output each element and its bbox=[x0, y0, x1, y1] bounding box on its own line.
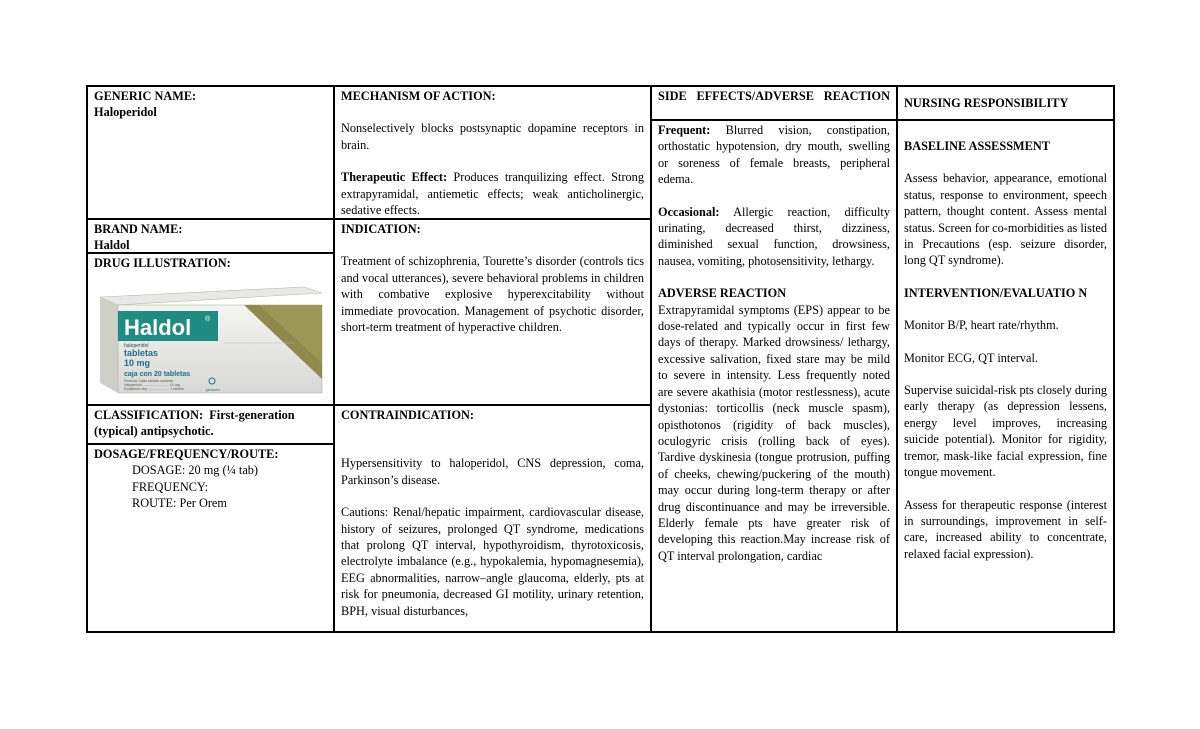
therapeutic-effect-label: Therapeutic Effect: bbox=[341, 170, 448, 185]
box-formula-text: Fórmula: Cada tableta contiene: bbox=[124, 379, 174, 383]
brand-name-label: BRAND NAME: bbox=[94, 222, 183, 236]
intervention-item-4: Assess for therapeutic response (interest in surroundings, improvement in self-care, increased ability to concentrate, relaxed facial expression). bbox=[904, 497, 1107, 561]
brand-name-cell bbox=[88, 220, 333, 252]
mechanism-text: Nonselectively blocks postsynaptic dopamine receptors in brain. bbox=[341, 121, 644, 152]
box-form-text: tabletas bbox=[124, 348, 159, 358]
indication-text: Treatment of schizophrenia, Tourette’s disorder (controls tics and vocal utterances), severe behavioral problems in children with combative explosive hyperexcitability without immediate provocation. Management of psychotic disorder, short-term treatment of hyperactive children. bbox=[341, 254, 644, 335]
therapeutic-effect bbox=[341, 169, 644, 218]
contraindication-label: CONTRAINDICATION: bbox=[341, 408, 474, 422]
dosage-label: DOSAGE/FREQUENCY/ROUTE: bbox=[94, 447, 279, 461]
box-maker-text: janssen bbox=[206, 387, 220, 392]
box-generic-text: haloperidol bbox=[124, 343, 149, 349]
intervention-item-2: Monitor ECG, QT interval. bbox=[904, 350, 1038, 365]
intervention-label: INTERVENTION/EVALUATIO N bbox=[904, 285, 1088, 300]
drug-illustration-label: DRUG ILLUSTRATION: bbox=[94, 256, 231, 270]
indication-label: INDICATION: bbox=[341, 222, 421, 236]
box-ingredient-text: Haloperidol ........................... 10 mg bbox=[124, 383, 180, 387]
classification-cell bbox=[88, 406, 333, 443]
side-effects-cell bbox=[652, 121, 896, 631]
adverse-reaction-text: Extrapyramidal symptoms (EPS) appear to be dose-related and typically occur in first few days of therapy. Marked drowsiness/ lethargy, excessive salivation, fixed stare may be mild to severe in intensity. Less frequently noted are severe akathisia (motor restlessness), acute dystonias: torticollis (neck muscle spasm), opisthotonos (rigidity of back muscles), oculogyric crisis (rolling back of eyes). Tardive dyskinesia (tongue protrusion, puffing of cheeks, chewing/puckering of the mouth) may occur during long-term therapy or after drug discontinuance and may be irreversible. Elderly female pts have greater risk of developing this reaction.May increase risk of QT interval prolongation, cardiac bbox=[658, 302, 890, 563]
mechanism-label: MECHANISM OF ACTION: bbox=[341, 89, 496, 103]
intervention-item-1: Monitor B/P, heart rate/rhythm. bbox=[904, 318, 1059, 333]
table-border-right bbox=[1113, 85, 1115, 633]
classification-line1 bbox=[94, 407, 327, 423]
route-value: ROUTE: Per Orem bbox=[132, 496, 227, 511]
cautions-text: Cautions: Renal/hepatic impairment, cardiovascular disease, history of seizures, prolonged QT syndrome, medications that prolong QT interval, hypothyroidism, thyrotoxicosis, electrolyte imbalance (e.g., hypokalemia, hypomagnesemia), EEG abnormalities, narrow–angle glaucoma, elderly, pts at risk for pneumonia, decreased GI motility, urinary retention, BPH, visual disturbances, bbox=[341, 505, 644, 618]
box-reg-mark: ® bbox=[205, 316, 211, 323]
baseline-label: BASELINE ASSESSMENT bbox=[904, 139, 1050, 153]
occasional-effects bbox=[658, 204, 890, 270]
generic-name-label: GENERIC NAME: bbox=[94, 89, 197, 103]
baseline-text: Assess behavior, appearance, emotional status, response to environment, speech pattern, thought content. Assess mental status. Screen for co-morbidities as listed in Precautions (esp. seizure disorder, long QT syndrome). bbox=[904, 171, 1107, 268]
nursing-label: NURSING RESPONSIBILITY bbox=[904, 96, 1069, 110]
box-dose-text: 10 mg bbox=[124, 358, 151, 368]
frequent-effects bbox=[658, 122, 890, 188]
side-effects-label: SIDE EFFECTS/ADVERSE REACTION bbox=[658, 89, 890, 103]
box-brand-text: Haldol bbox=[124, 315, 192, 340]
contraindication-text: Hypersensitivity to haloperidol, CNS depression, coma, Parkinson’s disease. bbox=[341, 456, 644, 487]
intervention-item-3: Supervise suicidal-risk pts closely during early therapy (as depression lessens, energy level improves, increasing suicide potential). Monitor for rigidity, tremor, mask-like facial expression, fine tongue movement. bbox=[904, 383, 1107, 480]
contraindication-cell bbox=[335, 406, 650, 631]
classification-value-line1: First-generation bbox=[209, 408, 295, 422]
side-effects-header-cell bbox=[652, 87, 896, 119]
mechanism-cell bbox=[335, 87, 650, 218]
dosage-cell bbox=[88, 445, 333, 631]
haldol-package-illustration bbox=[94, 283, 324, 395]
indication-cell bbox=[335, 220, 650, 404]
nursing-header-cell bbox=[898, 87, 1113, 119]
frequent-label: Frequent: bbox=[658, 123, 711, 137]
occasional-label: Occasional: bbox=[658, 204, 720, 219]
generic-name-value: Haloperidol bbox=[94, 105, 157, 120]
box-excipient-text: Excipiente cbp ...................... 1 tableta bbox=[124, 387, 184, 391]
dosage-value: DOSAGE: 20 mg (¼ tab) bbox=[132, 463, 259, 478]
classification-label: CLASSIFICATION: bbox=[94, 408, 204, 422]
frequency-value: FREQUENCY: bbox=[132, 479, 209, 494]
therapeutic-effect-text: Produces tranquilizing effect. Strong extrapyramidal, antiemetic effects; weak anticholinergic, sedative effects. bbox=[341, 170, 644, 218]
table-border-bottom bbox=[86, 631, 1115, 633]
brand-name-value: Haldol bbox=[94, 238, 130, 252]
occasional-text: Allergic reaction, difficulty urinating, decreased thirst, dizziness, diminished sexual function, drowsiness, nausea, vomiting, photosensitivity, lethargy. bbox=[658, 204, 890, 268]
box-count-text: caja con 20 tabletas bbox=[124, 371, 191, 378]
adverse-reaction-label: ADVERSE REACTION bbox=[658, 286, 787, 301]
classification-value-line2: (typical) antipsychotic. bbox=[94, 424, 214, 439]
generic-name-cell bbox=[88, 87, 333, 218]
frequent-text: Blurred vision, constipation, orthostatic hypotension, dry mouth, swelling or soreness of female breasts, peripheral edema. bbox=[658, 123, 890, 187]
nursing-cell bbox=[898, 121, 1113, 631]
